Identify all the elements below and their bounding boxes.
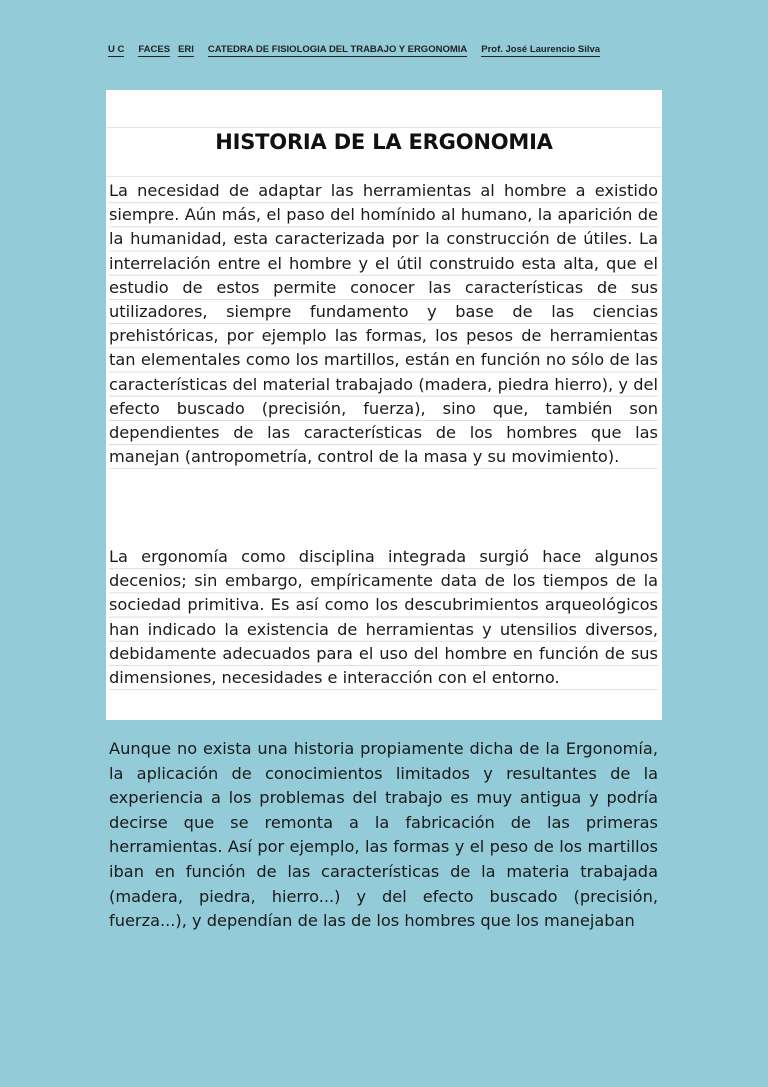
paragraph-2: La ergonomía como disciplina integrada surgió hace algunos decenios; sin embargo, empíricamente data de los tiempos de la sociedad primitiva. Es así como los descubrimientos arqueológicos han indicado la existencia de herramientas y utensilios diversos, debidamente adecuados para el uso del hombre en función de sus dimensiones, necesidades e interacción con el entorno. [109, 545, 658, 690]
header-faculty: FACES [138, 44, 171, 55]
header-professor: Prof. José Laurencio Silva [481, 44, 601, 55]
top-divider [106, 127, 662, 128]
header-unit: ERI [178, 44, 194, 55]
header-institution: U C [108, 44, 125, 55]
title-divider [106, 176, 662, 177]
header-department: CATEDRA DE FISIOLOGIA DEL TRABAJO Y ERGONOMIA [207, 44, 468, 55]
page-header [108, 44, 668, 57]
paragraph-3: Aunque no exista una historia propiamente dicha de la Ergonomía, la aplicación de conocimientos limitados y resultantes de la experiencia a los problemas del trabajo es muy antigua y podría decirse que se remonta a la fabricación de las primeras herramientas. Así por ejemplo, las formas y el peso de los martillos iban en función de las características de la materia trabajada (madera, piedra, hierro...) y del efecto buscado (precisión, fuerza...), y dependían de las de los hombres que los manejaban [109, 739, 658, 931]
document-title: HISTORIA DE LA ERGONOMIA [215, 130, 553, 154]
paragraph-1: La necesidad de adaptar las herramientas al hombre a existido siempre. Aún más, el paso del homínido al humano, la aparición de la humanidad, esta caracterizada por la construcción de útiles. La interrelación entre el hombre y el útil construido esta alta, que el estudio de estos permite conocer las características de sus utilizadores, siempre fundamento y base de las ciencias prehistóricas, por ejemplo las formas, los pesos de herramientas tan elementales como los martillos, están en función no sólo de las características del material trabajado (madera, piedra hierro), y del efecto buscado (precisión, fuerza), sino que, también son dependientes de las características de los hombres que las manejan (antropometría, control de la masa y su movimiento). [109, 179, 658, 469]
